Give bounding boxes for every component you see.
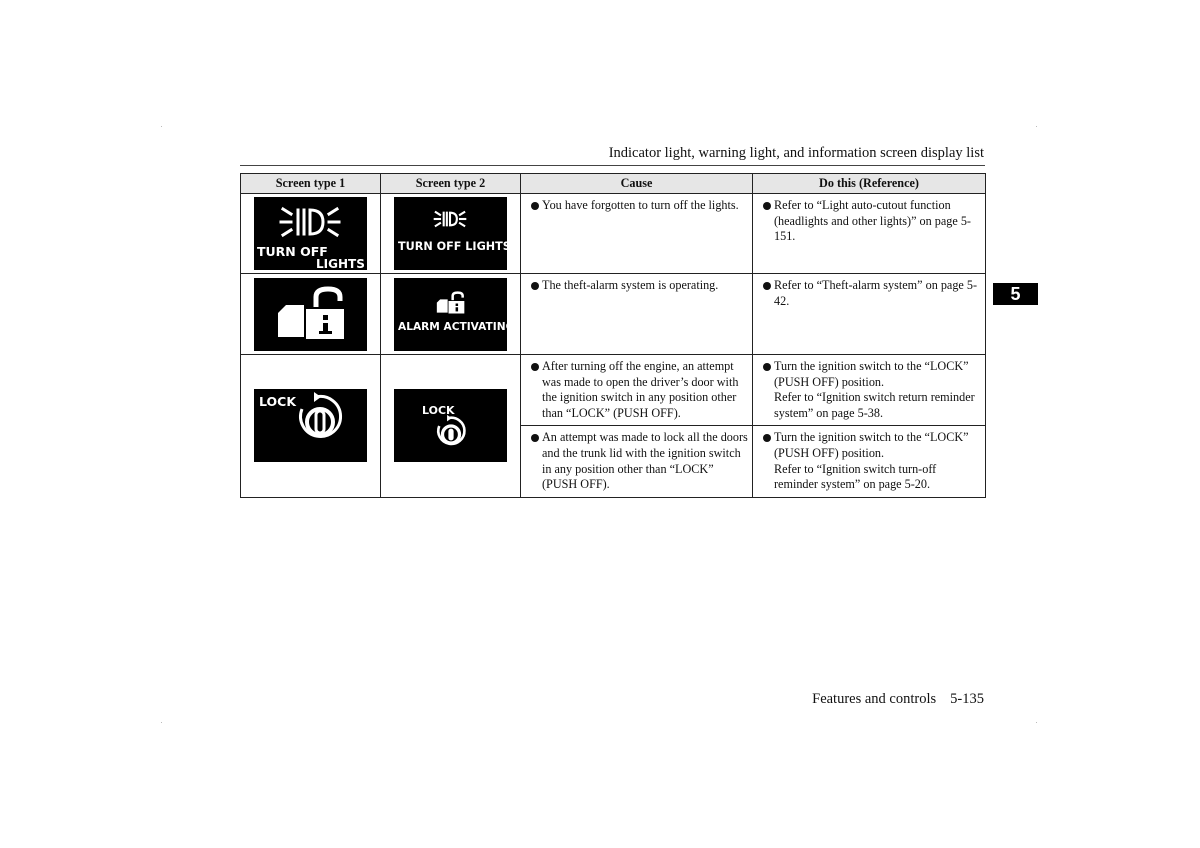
screen-type-1-cell — [241, 355, 381, 498]
action-text: Refer to “Light auto-cutout function (headlights and other lights)” on page 5-151. — [774, 198, 971, 244]
ignition-switch-icon — [294, 391, 346, 447]
action-cell — [753, 355, 986, 426]
page-header-title: Indicator light, warning light, and information screen display list — [608, 145, 984, 161]
screen-text-line-2: LIGHTS — [316, 257, 365, 271]
turn-off-lights-screen-type-2 — [394, 197, 511, 270]
crop-mark — [1036, 126, 1037, 127]
screen-text: TURN OFF LIGHTS — [398, 240, 511, 253]
screen-type-1-cell — [241, 194, 381, 274]
theft-alarm-icon — [272, 285, 352, 345]
bullet-icon — [763, 363, 771, 371]
table-header-row — [241, 174, 986, 194]
action-item — [763, 278, 981, 309]
alarm-screen-type-1 — [254, 278, 367, 351]
action-cell — [753, 274, 986, 355]
headlight-icon — [432, 209, 468, 229]
cause-text: An attempt was made to lock all the doors and the trunk lid with the ignition switch in any position other than “LOCK” (PUSH OFF). — [542, 430, 748, 492]
crop-mark — [1036, 722, 1037, 723]
cause-item — [531, 198, 748, 214]
cause-cell — [521, 355, 753, 426]
crop-mark — [161, 722, 162, 723]
column-header: Do this (Reference) — [753, 174, 986, 194]
ignition-switch-icon — [434, 414, 468, 451]
cause-item — [531, 430, 748, 492]
header-rule — [240, 165, 985, 166]
lock-screen-type-2 — [394, 389, 507, 462]
column-header: Screen type 1 — [241, 174, 381, 194]
cause-item — [531, 278, 748, 294]
indicator-table — [240, 173, 986, 498]
bullet-icon — [531, 434, 539, 442]
table-row — [241, 194, 986, 274]
screen-text-line-1: TURN OFF — [257, 244, 328, 259]
bullet-icon — [763, 202, 771, 210]
table-row — [241, 274, 986, 355]
cause-cell — [521, 274, 753, 355]
screen-type-2-cell — [381, 194, 521, 274]
alarm-screen-type-2 — [394, 278, 515, 351]
screen-type-2-cell — [381, 274, 521, 355]
action-text: Turn the ignition switch to the “LOCK” (PUSH OFF) position. — [774, 359, 969, 389]
cause-text: You have forgotten to turn off the lights. — [542, 198, 739, 212]
action-reference-text: Refer to “Ignition switch turn-off reminder system” on page 5-20. — [774, 461, 937, 492]
bullet-icon — [531, 363, 539, 371]
page-footer — [812, 691, 984, 708]
theft-alarm-icon — [434, 291, 468, 316]
cause-text: After turning off the engine, an attempt was made to open the driver’s door with the ignition switch in any position other than “LOCK” (PUSH OFF). — [542, 359, 739, 420]
action-item — [763, 359, 981, 421]
bullet-icon — [531, 282, 539, 290]
cause-cell — [521, 194, 753, 274]
bullet-icon — [531, 202, 539, 210]
screen-type-2-cell — [381, 355, 521, 498]
screen-text: LOCK — [259, 394, 297, 410]
bullet-icon — [763, 434, 771, 442]
action-item — [763, 430, 981, 492]
screen-type-1-cell — [241, 274, 381, 355]
bullet-icon — [763, 282, 771, 290]
column-header: Cause — [521, 174, 753, 194]
action-cell — [753, 426, 986, 497]
action-cell — [753, 194, 986, 274]
cause-item — [531, 359, 748, 421]
action-item — [763, 198, 981, 245]
lock-screen-type-1 — [254, 389, 367, 462]
screen-text: ALARM ACTIVATING — [398, 320, 515, 333]
chapter-tab: 5 — [993, 283, 1038, 305]
page-number: 5-135 — [950, 691, 984, 707]
column-header: Screen type 2 — [381, 174, 521, 194]
screen-text: LOCK — [422, 404, 455, 418]
action-text: Refer to “Theft-alarm system” on page 5-42. — [774, 278, 978, 308]
action-text: Turn the ignition switch to the “LOCK” (PUSH OFF) position. — [774, 430, 969, 460]
crop-mark — [161, 126, 162, 127]
cause-text: The theft-alarm system is operating. — [542, 278, 719, 292]
headlight-icon — [279, 203, 341, 241]
turn-off-lights-screen-type-1 — [254, 197, 367, 270]
cause-cell — [521, 426, 753, 497]
action-reference-text: Refer to “Ignition switch return reminder system” on page 5-38. — [774, 390, 975, 420]
table-row — [241, 355, 986, 426]
footer-section: Features and controls — [812, 691, 937, 707]
